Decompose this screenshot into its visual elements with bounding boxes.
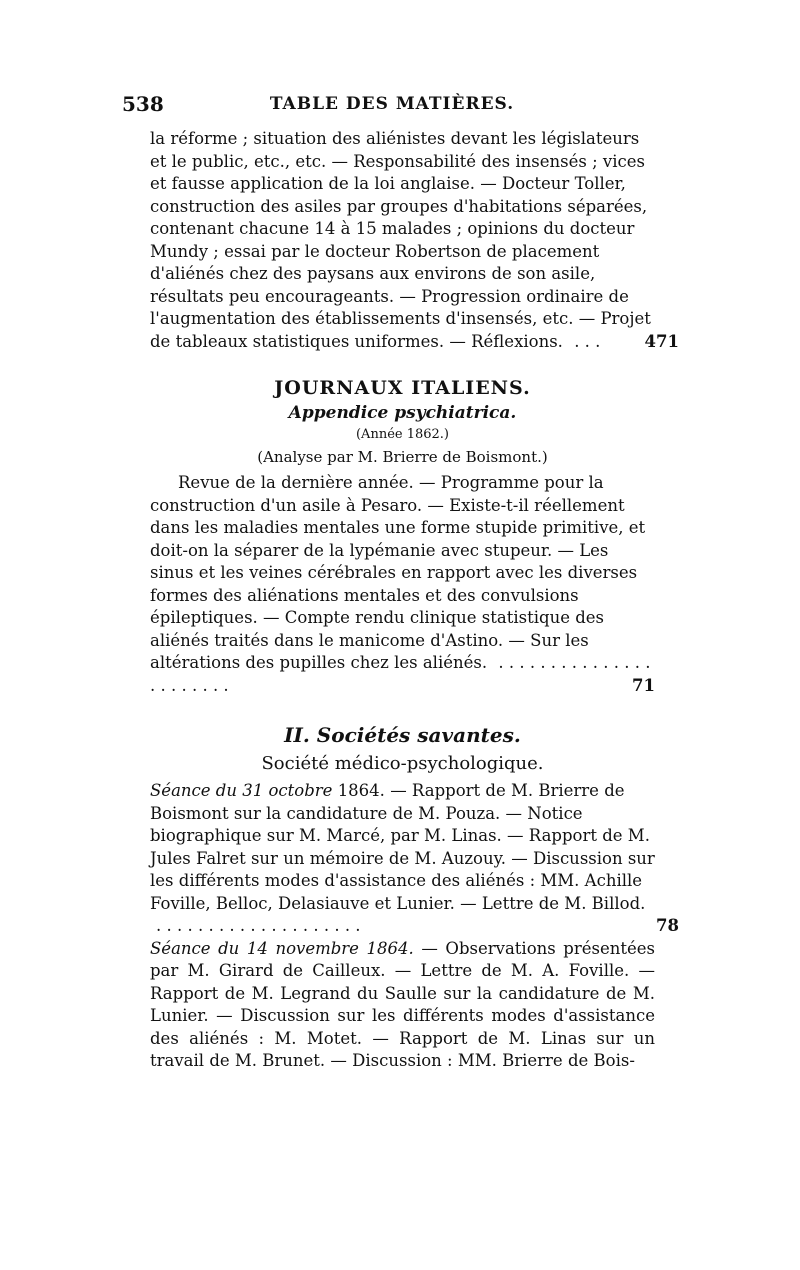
toc-entry-meeting-oct-1864 — [150, 780, 679, 938]
entry-page: 71 — [632, 675, 655, 695]
meeting-text: — Rapport de M. Brierre de Boismont sur la candidature de M. Pouza. — Notice biographique sur M. Marcé, par M. Linas. — Rapport de M. Jules Falret sur un mémoire de M. Auzouy. — Discussion sur les différents modes d'assistance des aliénés : MM. Achille Foville, Belloc, Delasiauve et Lunier. — Lettre de M. Billod. — [150, 781, 655, 913]
meeting-label: Séance du 14 novembre 1864. — [150, 938, 414, 958]
entry-text: Revue de la dernière année. — Programme pour la construction d'un asile à Pesaro. — Existe-t-il réellement dans les maladies mentales une forme stupide primitive, et doit-on la séparer de la lypémanie avec stupeur. — Les sinus et les veines cérébrales en rapport avec les diverses formes des aliénations mentales et des convulsions épileptiques. — Compte rendu clinique statistique des aliénés traités dans le manicome d'Astino. — Sur les altérations des pupilles chez les aliénés. — [150, 473, 646, 672]
meeting-year: 1864. — [337, 781, 385, 800]
toc-entry-english-journals — [150, 128, 679, 353]
running-title: TABLE DES MATIÈRES. — [269, 94, 515, 114]
page-header — [122, 92, 662, 118]
journal-year: (Année 1862.) — [355, 427, 449, 442]
meeting-text: — Observations présentées par M. Girard de Cailleux. — Lettre de M. A. Foville. — Rapport de M. Legrand du Saulle sur la candidature de M. Lunier. — Discussion sur les différents modes d'assistance des aliénés : M. Motet. — Rapport de M. Linas sur un travail de M. Brunet. — Discussion : MM. Brierre de Bois- — [150, 938, 655, 1070]
part-title-learned-societies: II. Sociétés savantes. — [284, 723, 521, 747]
page-body — [150, 128, 679, 1073]
section-title-italian-journals: JOURNAUX ITALIENS. — [274, 377, 531, 399]
meeting-line — [150, 781, 655, 913]
page-number: 538 — [122, 92, 164, 116]
toc-entry-meeting-nov-1864 — [150, 938, 655, 1073]
society-name: Société médico-psychologique. — [261, 753, 544, 774]
meeting-label: Séance du — [150, 781, 237, 800]
leader-dots: . . . . . . . . . . . . . . . . . . . . — [156, 916, 361, 935]
leader-dots: . . . — [574, 331, 601, 351]
toc-entry-italian-review — [150, 472, 655, 697]
analysis-credit: (Analyse par M. Brierre de Boismont.) — [257, 448, 548, 466]
leader-dots: . . . . . . . . . . . . . . . . . . . . . . . — [150, 653, 651, 695]
entry-page: 471 — [644, 331, 679, 351]
entry-text: la réforme ; situation des aliénistes devant les législateurs et le public, etc., etc. — Responsabilité des insensés ; vices et fausse application de la loi anglaise. — Docteur Toller, construction des asiles par groupes d'habitations séparées, contenant chacune 14 à 15 malades ; opinions du docteur Mundy ; essai par le docteur Robertson de placement d'aliénés chez des paysans aux environs de son asile, résultats peu encourageants. — Progression ordinaire de l'augmentation des établissements d'insensés, etc. — Projet de tableaux statistiques uniformes. — Réflexions. — [150, 129, 651, 351]
journal-name: Appendice psychiatrica. — [288, 403, 517, 423]
meeting-date: 31 octobre — [242, 781, 333, 800]
entry-page: 78 — [656, 916, 679, 935]
